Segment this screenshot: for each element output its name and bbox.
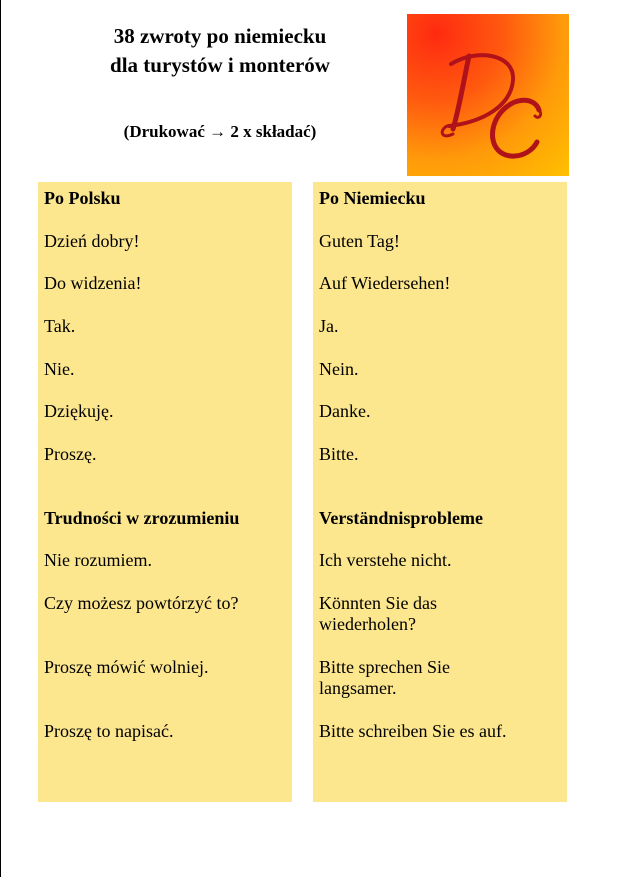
polish-phrase: Nie rozumiem.	[44, 550, 152, 570]
german-phrase: Bitte sprechen Sie langsamer.	[319, 657, 450, 698]
page-title	[60, 22, 380, 80]
polish-phrase: Czy możesz powtórzyć to?	[44, 593, 239, 613]
dc-monogram-icon	[407, 14, 569, 176]
polish-phrase: Dziękuję.	[44, 401, 114, 421]
german-column-header: Po Niemiecku	[319, 188, 426, 208]
polish-phrase: Tak.	[44, 316, 76, 336]
german-phrase: Ich verstehe nicht.	[319, 550, 452, 570]
german-phrase: Nein.	[319, 359, 359, 379]
print-instruction: (Drukować → 2 x składać)	[123, 122, 317, 141]
page-left-border	[0, 0, 1, 877]
german-phrase: Danke.	[319, 401, 371, 421]
german-column	[313, 182, 567, 802]
polish-phrase: Proszę mówić wolniej.	[44, 657, 209, 677]
polish-column	[38, 182, 292, 802]
german-phrase: Guten Tag!	[319, 231, 400, 251]
polish-phrase: Dzień dobry!	[44, 231, 140, 251]
polish-column-header: Po Polsku	[44, 188, 121, 208]
german-section-header: Verständnisprobleme	[319, 508, 484, 528]
polish-phrase: Proszę to napisać.	[44, 721, 174, 741]
german-phrase: Bitte.	[319, 444, 359, 464]
german-phrase: Auf Wiedersehen!	[319, 273, 451, 293]
german-phrase: Ja.	[319, 316, 339, 336]
polish-phrase: Do widzenia!	[44, 273, 142, 293]
title-line-1: 38 zwroty po niemiecku	[113, 24, 327, 48]
german-phrase: Könnten Sie das wiederholen?	[319, 593, 437, 634]
title-line-2: dla turystów i monterów	[110, 53, 330, 77]
polish-phrase: Nie.	[44, 359, 75, 379]
dc-logo	[407, 14, 569, 176]
german-phrase: Bitte schreiben Sie es auf.	[319, 721, 507, 741]
polish-section-header: Trudności w zrozumieniu	[44, 508, 240, 528]
polish-phrase: Proszę.	[44, 444, 97, 464]
